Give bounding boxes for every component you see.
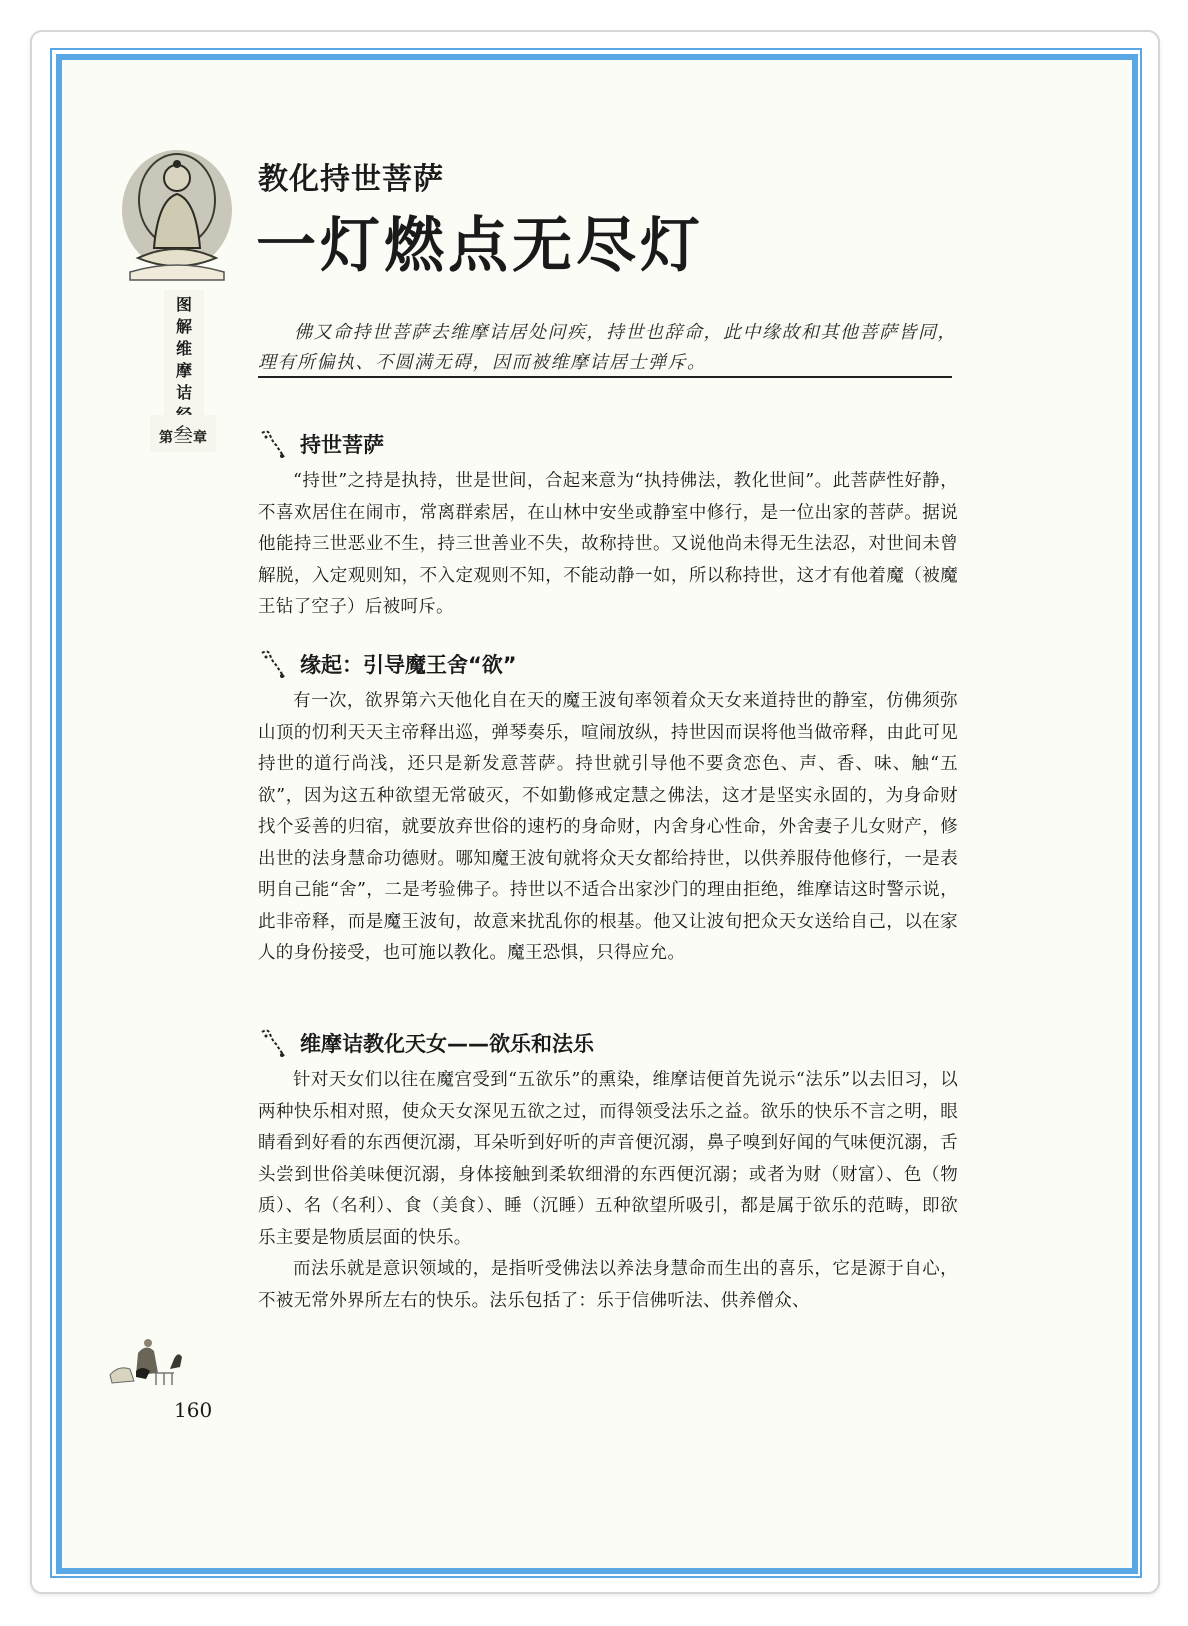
chapter-number: 叁 (173, 423, 193, 447)
page-title: 一灯燃点无尽灯 (256, 211, 704, 281)
book-title-char: 摩 (175, 361, 192, 380)
ink-brush-icon (258, 427, 292, 461)
page-subtitle: 教化持世菩萨 (258, 162, 444, 197)
buddha-illustration (118, 148, 236, 284)
intro-paragraph: 佛又命持世菩萨去维摩诘居处问疾，持世也辞命，此中缘故和其他菩萨皆同，理有所偏执、不圆满无碍，因而被维摩诘居士弹斥。 (258, 322, 957, 373)
book-title-vertical (164, 290, 204, 430)
book-title-char: 诘 (175, 383, 192, 402)
ink-brush-icon (258, 647, 292, 681)
chapter-label (150, 415, 216, 452)
body-paragraph: 有一次，欲界第六天他化自在天的魔王波旬率领着众天女来道持世的静室，仿佛须弥山顶的忉利天天主帝释出巡，弹琴奏乐，喧闹放纵，持世因而误将他当做帝释，由此可见持世的道行尚浅，还只是新发意菩萨。持世就引导他不要贪恋色、声、香、味、触“五欲”，因为这五种欲望无常破灭，不如勤修戒定慧之佛法，这才是坚实永固的，为身命财找个妥善的归宿，就要放弃世俗的速朽的身命财，内舍身心性命，外舍妻子儿女财产，修出世的法身慧命功德财。哪知魔王波旬就将众天女都给持世，以供养服侍他修行，一是表明自己能“舍”，二是考验佛子。持世以不适合出家沙门的理由拒绝，维摩诘这时警示说，此非帝释，而是魔王波旬，故意来扰乱你的根基。他又让波旬把众天女送给自己，以在家人的身份接受，也可施以教化。魔王恐惧，只得应允。 (258, 691, 958, 963)
book-title-char: 图 (175, 295, 192, 314)
section-title: 维摩诘教化天女——欲乐和法乐 (300, 1032, 594, 1056)
section-title: 缘起：引导魔王舍“欲” (300, 653, 517, 677)
divider (258, 376, 952, 378)
book-title-char: 维 (175, 339, 192, 358)
figures-sketch-illustration (106, 1325, 206, 1387)
chapter-prefix: 第 (159, 430, 173, 446)
chapter-suffix: 章 (193, 430, 207, 446)
section-chishi-pusa (258, 426, 958, 624)
body-paragraph: 针对天女们以往在魔宫受到“五欲乐”的熏染，维摩诘便首先说示“法乐”以去旧习，以两种快乐相对照，使众天女深见五欲之过，而得领受法乐之益。欲乐的快乐不言之明，眼睛看到好看的东西便沉溺，耳朵听到好听的声音便沉溺，鼻子嗅到好闻的气味便沉溺，舌头尝到世俗美味便沉溺，身体接触到柔软细滑的东西便沉溺；或者为财（财富）、色（物质）、名（名利）、食（美食）、睡（沉睡）五种欲望所吸引，都是属于欲乐的范畴，即欲乐主要是物质层面的快乐。 (258, 1070, 958, 1248)
section-weimojie-jiaohua (258, 1025, 958, 1317)
page-number: 160 (174, 1398, 213, 1422)
body-paragraph: “持世”之持是执持，世是世间，合起来意为“执持佛法，教化世间”。此菩萨性好静，不喜欢居住在闹市，常离群索居，在山林中安坐或静室中修行，是一位出家的菩萨。据说他能持三世恶业不生，持三世善业不失，故称持世。又说他尚未得无生法忍，对世间未曾解脱，入定观则知，不入定观则不知，不能动静一如，所以称持世，这才有他着魔（被魔王钻了空子）后被呵斥。 (258, 471, 958, 617)
section-title: 持世菩萨 (300, 433, 384, 457)
ink-brush-icon (258, 1026, 292, 1060)
book-page (62, 60, 1132, 1568)
body-paragraph: 而法乐就是意识领域的，是指听受佛法以养法身慧命而生出的喜乐，它是源于自心，不被无常外界所左右的快乐。法乐包括了：乐于信佛听法、供养僧众、 (258, 1259, 958, 1311)
section-yuanqi (258, 646, 958, 970)
book-title-char: 解 (175, 317, 192, 336)
